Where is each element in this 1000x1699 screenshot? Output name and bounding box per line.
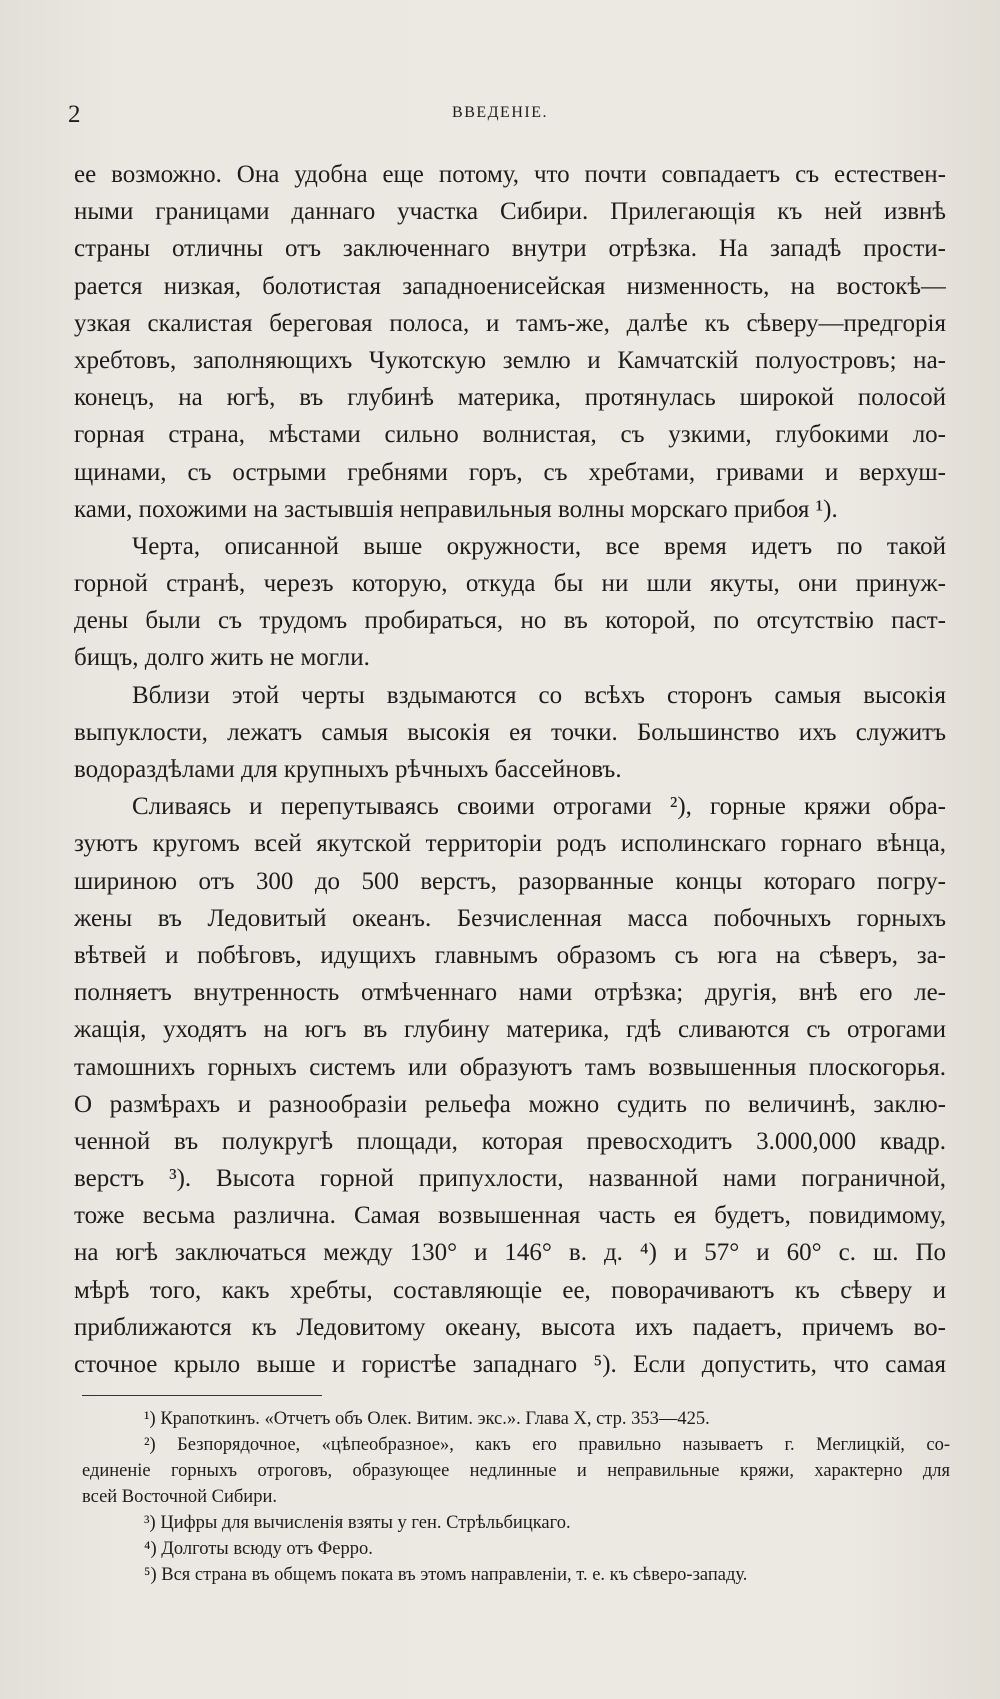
- footnote-line: всей Восточной Сибири.: [82, 1487, 277, 1507]
- text-line: страны отличны отъ заключеннаго внутри отрѣзка. На западѣ прости-: [74, 235, 946, 263]
- text-line: тамошнихъ горныхъ системъ или образуютъ тамъ возвышенныя плоскогорья.: [74, 1053, 946, 1081]
- text-line: горной странѣ, черезъ которую, откуда бы ни шли якуты, они принуж-: [74, 570, 946, 598]
- text-line: вѣтвей и побѣговъ, идущихъ главнымъ образомъ съ юга на сѣверъ, за-: [74, 941, 946, 969]
- text-line: приближаются къ Ледовитому океану, высота ихъ падаетъ, причемъ во-: [74, 1313, 946, 1341]
- text-line: дены были съ трудомъ пробираться, но въ которой, по отсутствію паст-: [74, 607, 946, 635]
- text-line: конецъ, на югѣ, въ глубинѣ материка, протянулась широкой полосой: [74, 384, 946, 412]
- text-line: выпуклости, лежатъ самыя высокія ея точки. Большинство ихъ служитъ: [74, 718, 946, 746]
- footnote-rule: [82, 1395, 322, 1396]
- footnote-line: ³) Цифры для вычисленія взяты у ген. Стрѣльбицкаго.: [144, 1513, 571, 1533]
- running-title: ВВЕДЕНІЕ.: [452, 104, 548, 121]
- text-line: жащія, уходятъ на югъ въ глубину материка, гдѣ сливаются съ отрогами: [74, 1016, 946, 1044]
- text-line: Черта, описанной выше окружности, все время идетъ по такой: [132, 532, 946, 560]
- footnote-line: ²) Безпорядочное, «цѣпеобразное», какъ его правильно называетъ г. Меглицкій, со-: [144, 1435, 950, 1455]
- footnote-line: ⁵) Вся страна въ общемъ поката въ этомъ направленіи, т. е. къ сѣверо-западу.: [144, 1565, 748, 1585]
- text-line: водораздѣлами для крупныхъ рѣчныхъ бассейновъ.: [74, 756, 622, 783]
- text-line: на югѣ заключаться между 130° и 146° в. д. ⁴) и 57° и 60° с. ш. По: [74, 1239, 946, 1267]
- text-line: ными границами даннаго участка Сибири. Прилегающія къ ней извнѣ: [74, 198, 946, 226]
- footnote-line: ¹) Крапоткинъ. «Отчетъ объ Олек. Витим. экс.». Глава X, стр. 353—425.: [144, 1409, 710, 1429]
- text-line: зуютъ кругомъ всей якутской территоріи родъ исполинскаго горнаго вѣнца,: [74, 830, 946, 858]
- text-line: Сливаясь и перепутываясь своими отрогами ²), горные кряжи обра-: [132, 793, 946, 821]
- text-line: ченной въ полукругѣ площади, которая превосходитъ 3.000,000 квадр.: [74, 1127, 946, 1155]
- page-number: 2: [68, 101, 81, 128]
- text-line: верстъ ³). Высота горной припухлости, названной нами пограничной,: [74, 1165, 946, 1193]
- text-line: горная страна, мѣстами сильно волнистая, съ узкими, глубокими ло-: [74, 421, 946, 449]
- footnote-line: единеніе горныхъ отроговъ, образующее недлинные и неправильные кряжи, характерно для: [82, 1461, 950, 1481]
- text-line: мѣрѣ того, какъ хребты, составляющіе ее, поворачиваютъ къ сѣверу и: [74, 1276, 946, 1304]
- text-line: щинами, съ острыми гребнями горъ, съ хребтами, гривами и верхуш-: [74, 458, 946, 486]
- text-line: ками, похожими на застывшія неправильныя волны морскаго прибоя ¹).: [74, 495, 838, 523]
- text-line: полняетъ внутренность отмѣченнаго нами отрѣзка; другія, внѣ его ле-: [74, 979, 946, 1007]
- text-line: шириною отъ 300 до 500 верстъ, разорванные концы котораго погру-: [74, 867, 946, 895]
- text-line: тоже весьма различна. Самая возвышенная часть ея будетъ, повидимому,: [74, 1202, 946, 1230]
- text-line: хребтовъ, заполняющихъ Чукотскую землю и Камчатскій полуостровъ; на-: [74, 346, 946, 374]
- text-line: узкая скалистая береговая полоса, и тамъ-же, далѣе къ сѣверу—предгорія: [74, 309, 946, 337]
- text-line: О размѣрахъ и разнообразіи рельефа можно судить по величинѣ, заклю-: [74, 1090, 946, 1118]
- footnotes: [82, 1403, 950, 1588]
- text-line: Вблизи этой черты вздымаются со всѣхъ сторонъ самыя высокія: [132, 681, 946, 709]
- footnote-line: ⁴) Долготы всюду отъ Ферро.: [144, 1539, 373, 1559]
- text-line: жены въ Ледовитый океанъ. Безчисленная масса побочныхъ горныхъ: [74, 904, 946, 932]
- text-line: сточное крыло выше и гористѣе западнаго ⁵). Если допустить, что самая: [74, 1351, 946, 1378]
- text-line: ее возможно. Она удобна еще потому, что почти совпадаетъ съ естествен-: [74, 161, 946, 188]
- text-line: бищъ, долго жить не могли.: [74, 644, 370, 672]
- text-line: рается низкая, болотистая западноенисейская низменность, на востокѣ—: [74, 272, 946, 300]
- body-text: [74, 156, 946, 1383]
